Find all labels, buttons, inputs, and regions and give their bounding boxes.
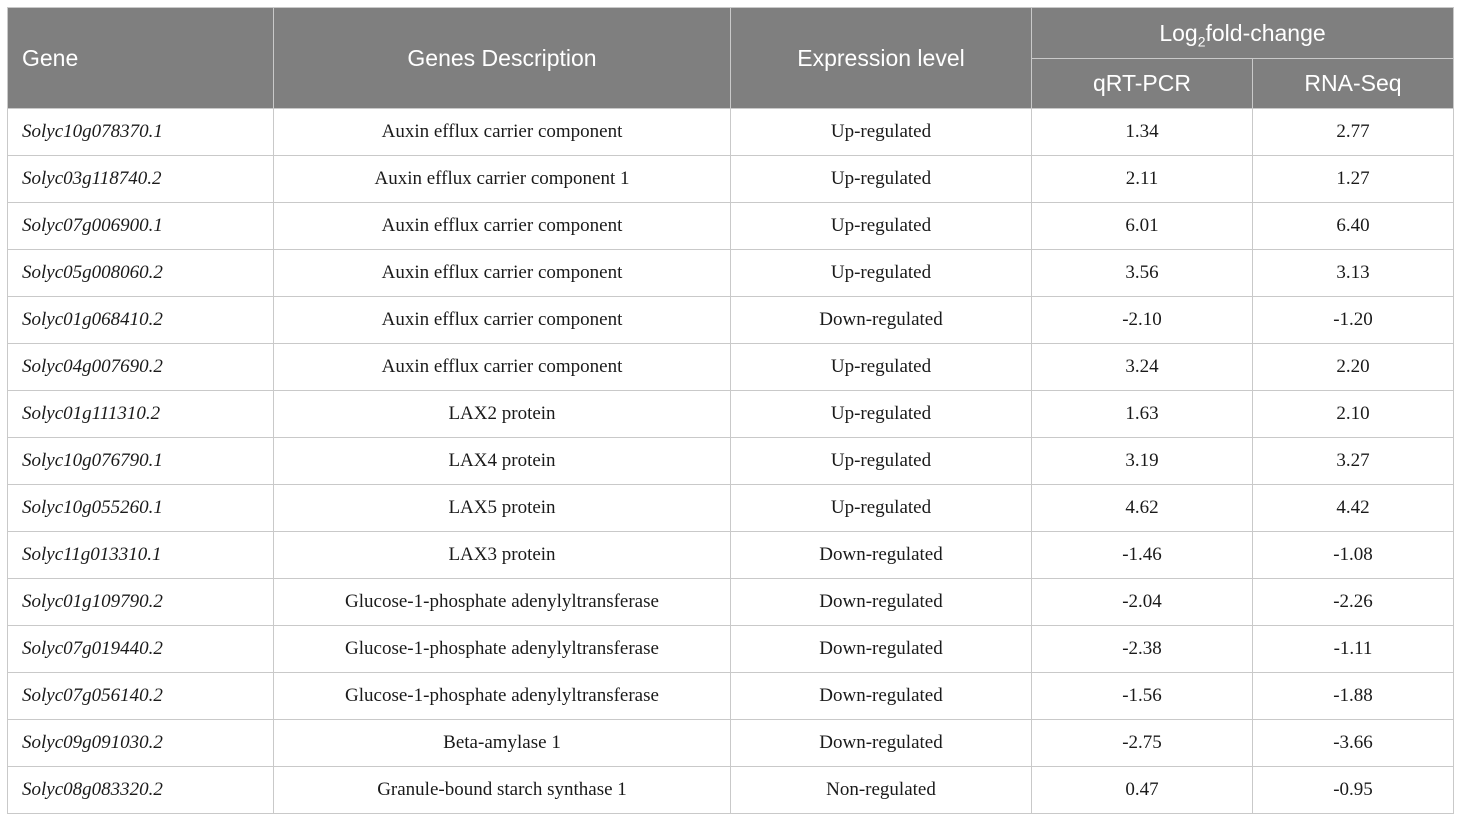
cell-rna-seq-value: -1.20	[1253, 297, 1454, 344]
cell-expression-level: Up-regulated	[731, 438, 1032, 485]
cell-expression-level: Down-regulated	[731, 579, 1032, 626]
cell-qrt-pcr-value: 1.34	[1032, 109, 1253, 156]
cell-expression-level: Up-regulated	[731, 485, 1032, 532]
cell-gene-id: Solyc10g076790.1	[8, 438, 274, 485]
header-expression-level: Expression level	[731, 8, 1032, 109]
cell-gene-id: Solyc03g118740.2	[8, 156, 274, 203]
cell-gene-description: Granule-bound starch synthase 1	[274, 767, 731, 814]
cell-qrt-pcr-value: -2.04	[1032, 579, 1253, 626]
cell-gene-id: Solyc10g055260.1	[8, 485, 274, 532]
cell-expression-level: Up-regulated	[731, 156, 1032, 203]
cell-expression-level: Up-regulated	[731, 250, 1032, 297]
table-body	[8, 109, 1454, 814]
table-row	[8, 297, 1454, 344]
table-row	[8, 626, 1454, 673]
cell-gene-description: Glucose-1-phosphate adenylyltransferase	[274, 673, 731, 720]
cell-qrt-pcr-value: 6.01	[1032, 203, 1253, 250]
log2-subscript: 2	[1197, 33, 1206, 50]
table-row	[8, 438, 1454, 485]
table-row	[8, 109, 1454, 156]
cell-gene-id: Solyc07g056140.2	[8, 673, 274, 720]
cell-expression-level: Down-regulated	[731, 297, 1032, 344]
cell-gene-id: Solyc01g111310.2	[8, 391, 274, 438]
cell-qrt-pcr-value: -2.38	[1032, 626, 1253, 673]
cell-qrt-pcr-value: 2.11	[1032, 156, 1253, 203]
header-description: Genes Description	[274, 8, 731, 109]
cell-rna-seq-value: 2.10	[1253, 391, 1454, 438]
cell-gene-id: Solyc04g007690.2	[8, 344, 274, 391]
table-row	[8, 720, 1454, 767]
cell-rna-seq-value: -0.95	[1253, 767, 1454, 814]
table-row	[8, 532, 1454, 579]
cell-gene-description: Auxin efflux carrier component	[274, 203, 731, 250]
cell-gene-id: Solyc10g078370.1	[8, 109, 274, 156]
gene-expression-table	[7, 7, 1454, 814]
cell-qrt-pcr-value: 4.62	[1032, 485, 1253, 532]
cell-expression-level: Up-regulated	[731, 109, 1032, 156]
cell-rna-seq-value: -1.08	[1253, 532, 1454, 579]
cell-expression-level: Non-regulated	[731, 767, 1032, 814]
cell-gene-id: Solyc01g109790.2	[8, 579, 274, 626]
cell-gene-description: Glucose-1-phosphate adenylyltransferase	[274, 626, 731, 673]
cell-gene-id: Solyc07g006900.1	[8, 203, 274, 250]
cell-qrt-pcr-value: -2.10	[1032, 297, 1253, 344]
table-row	[8, 250, 1454, 297]
cell-expression-level: Up-regulated	[731, 203, 1032, 250]
cell-gene-description: LAX3 protein	[274, 532, 731, 579]
cell-rna-seq-value: 2.77	[1253, 109, 1454, 156]
header-qrt-pcr: qRT-PCR	[1032, 59, 1253, 109]
cell-qrt-pcr-value: 3.24	[1032, 344, 1253, 391]
cell-qrt-pcr-value: 3.19	[1032, 438, 1253, 485]
cell-gene-id: Solyc09g091030.2	[8, 720, 274, 767]
header-rna-seq: RNA-Seq	[1253, 59, 1454, 109]
cell-gene-description: Beta-amylase 1	[274, 720, 731, 767]
cell-rna-seq-value: 4.42	[1253, 485, 1454, 532]
cell-rna-seq-value: -3.66	[1253, 720, 1454, 767]
log2-suffix: fold-change	[1205, 19, 1326, 46]
cell-gene-description: LAX4 protein	[274, 438, 731, 485]
cell-gene-id: Solyc11g013310.1	[8, 532, 274, 579]
cell-qrt-pcr-value: -1.46	[1032, 532, 1253, 579]
cell-gene-description: Auxin efflux carrier component	[274, 109, 731, 156]
cell-gene-id: Solyc07g019440.2	[8, 626, 274, 673]
table-row	[8, 391, 1454, 438]
cell-rna-seq-value: -1.88	[1253, 673, 1454, 720]
cell-qrt-pcr-value: -2.75	[1032, 720, 1253, 767]
cell-gene-id: Solyc05g008060.2	[8, 250, 274, 297]
table-row	[8, 767, 1454, 814]
cell-expression-level: Down-regulated	[731, 532, 1032, 579]
table-row	[8, 156, 1454, 203]
header-row-top	[8, 8, 1454, 59]
cell-qrt-pcr-value: 0.47	[1032, 767, 1253, 814]
cell-gene-description: Glucose-1-phosphate adenylyltransferase	[274, 579, 731, 626]
cell-expression-level: Up-regulated	[731, 391, 1032, 438]
cell-rna-seq-value: -1.11	[1253, 626, 1454, 673]
cell-gene-description: LAX2 protein	[274, 391, 731, 438]
cell-gene-description: LAX5 protein	[274, 485, 731, 532]
cell-expression-level: Down-regulated	[731, 626, 1032, 673]
cell-rna-seq-value: 6.40	[1253, 203, 1454, 250]
cell-gene-description: Auxin efflux carrier component	[274, 250, 731, 297]
cell-gene-description: Auxin efflux carrier component 1	[274, 156, 731, 203]
table-row	[8, 485, 1454, 532]
header-gene: Gene	[8, 8, 274, 109]
cell-rna-seq-value: 3.27	[1253, 438, 1454, 485]
table-row	[8, 673, 1454, 720]
cell-qrt-pcr-value: 3.56	[1032, 250, 1253, 297]
cell-qrt-pcr-value: -1.56	[1032, 673, 1253, 720]
cell-rna-seq-value: 3.13	[1253, 250, 1454, 297]
cell-expression-level: Down-regulated	[731, 673, 1032, 720]
cell-gene-description: Auxin efflux carrier component	[274, 344, 731, 391]
cell-rna-seq-value: 2.20	[1253, 344, 1454, 391]
cell-rna-seq-value: 1.27	[1253, 156, 1454, 203]
table-row	[8, 579, 1454, 626]
cell-expression-level: Down-regulated	[731, 720, 1032, 767]
log2-prefix: Log	[1159, 19, 1198, 46]
table-row	[8, 344, 1454, 391]
cell-rna-seq-value: -2.26	[1253, 579, 1454, 626]
cell-expression-level: Up-regulated	[731, 344, 1032, 391]
cell-gene-id: Solyc08g083320.2	[8, 767, 274, 814]
header-log2-fold-change	[1032, 8, 1454, 59]
table-row	[8, 203, 1454, 250]
cell-gene-description: Auxin efflux carrier component	[274, 297, 731, 344]
cell-qrt-pcr-value: 1.63	[1032, 391, 1253, 438]
cell-gene-id: Solyc01g068410.2	[8, 297, 274, 344]
